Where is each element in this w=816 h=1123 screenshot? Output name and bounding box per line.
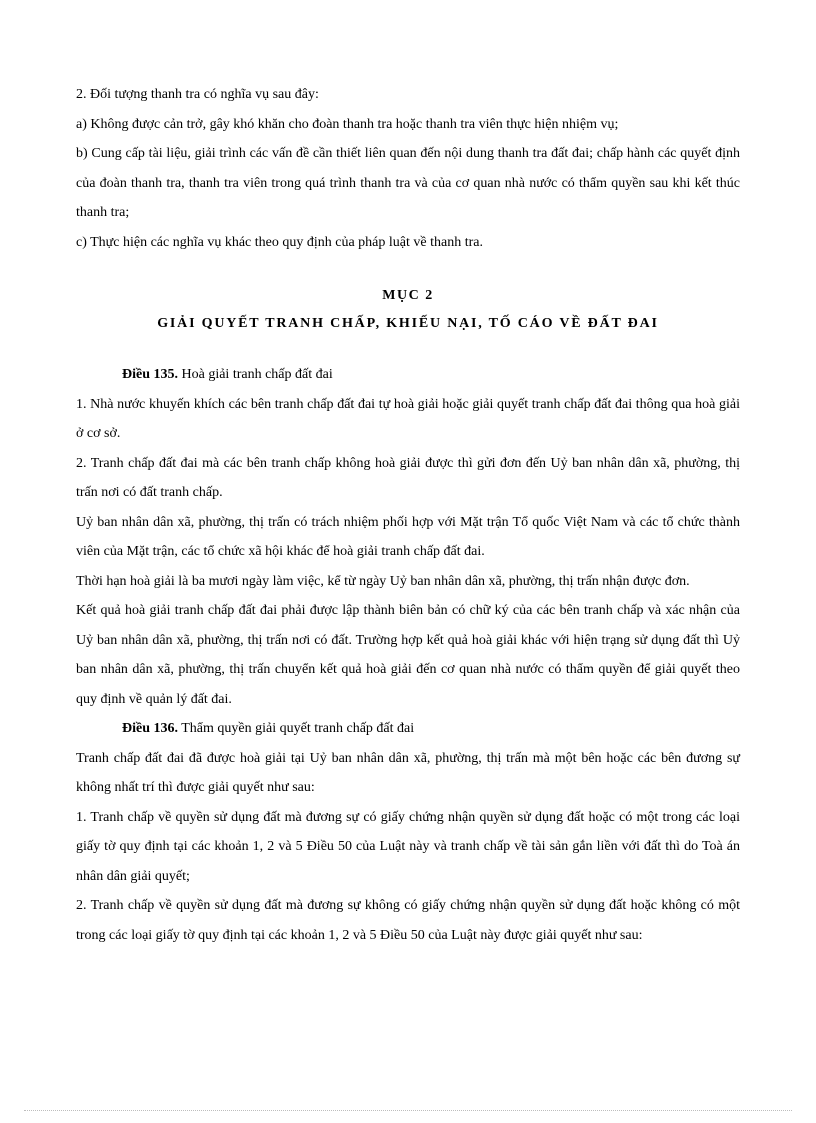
paragraph: 2. Tranh chấp về quyền sử dụng đất mà đương sự không có giấy chứng nhận quyền sử dụng đất hoặc không có một trong các loại giấy tờ quy định tại các khoản 1, 2 và 5 Điều 50 của Luật này được giải quyết như sau: <box>76 898 740 943</box>
article-title: Thẩm quyền giải quyết tranh chấp đất đai <box>181 721 415 736</box>
paragraph: c) Thực hiện các nghĩa vụ khác theo quy định của pháp luật về thanh tra. <box>76 234 483 250</box>
article-heading <box>76 714 740 744</box>
paragraph: Kết quả hoà giải tranh chấp đất đai phải được lập thành biên bản có chữ ký của các bên tranh chấp và xác nhận của Uỷ ban nhân dân xã, phường, thị trấn nơi có đất. Trường hợp kết quả hoà giải khác với hiện trạng sử dụng đất thì Uỷ ban nhân dân xã, phường, thị trấn chuyển kết quả hoà giải đến cơ quan nhà nước có thẩm quyền để giải quyết theo quy định về quản lý đất đai. <box>76 603 740 707</box>
paragraph: Tranh chấp đất đai đã được hoà giải tại Uỷ ban nhân dân xã, phường, thị trấn mà một bên hoặc các bên đương sự không nhất trí thì được giải quyết như sau: <box>76 750 740 795</box>
paragraph: 1. Nhà nước khuyến khích các bên tranh chấp đất đai tự hoà giải hoặc giải quyết tranh chấp đất đai thông qua hoà giải ở cơ sở. <box>76 396 740 441</box>
paragraph: 2. Tranh chấp đất đai mà các bên tranh chấp không hoà giải được thì gửi đơn đến Uỷ ban nhân dân xã, phường, thị trấn nơi có đất tranh chấp. <box>76 455 740 500</box>
section-subtitle: GIẢI QUYẾT TRANH CHẤP, KHIẾU NẠI, TỐ CÁO VỀ ĐẤT ĐAI <box>157 316 659 331</box>
paragraph: b) Cung cấp tài liệu, giải trình các vấn đề cần thiết liên quan đến nội dung thanh tra đất đai; chấp hành các quyết định của đoàn thanh tra, thanh tra viên trong quá trình thanh tra và của cơ quan nhà nước có thẩm quyền sau khi kết thúc thanh tra; <box>76 146 740 220</box>
article-heading <box>76 360 740 390</box>
article-number: Điều 135. <box>122 367 178 382</box>
section-title: MỤC 2 <box>382 288 434 303</box>
paragraph: Uỷ ban nhân dân xã, phường, thị trấn có trách nhiệm phối hợp với Mặt trận Tổ quốc Việt Nam và các tổ chức thành viên của Mặt trận, các tổ chức xã hội khác để hoà giải tranh chấp đất đai. <box>76 514 740 559</box>
document-body <box>76 80 740 950</box>
section-heading <box>76 282 740 338</box>
paragraph: 1. Tranh chấp về quyền sử dụng đất mà đương sự có giấy chứng nhận quyền sử dụng đất hoặc có một trong các loại giấy tờ quy định tại các khoản 1, 2 và 5 Điều 50 của Luật này và tranh chấp về tài sản gắn liền với đất thì do Toà án nhân dân giải quyết; <box>76 809 740 884</box>
paragraph: Thời hạn hoà giải là ba mươi ngày làm việc, kể từ ngày Uỷ ban nhân dân xã, phường, thị trấn nhận được đơn. <box>76 573 690 589</box>
paragraph: 2. Đối tượng thanh tra có nghĩa vụ sau đây: <box>76 87 319 102</box>
page-bottom-divider <box>24 1110 792 1111</box>
article-number: Điều 136. <box>122 721 178 736</box>
article-title: Hoà giải tranh chấp đất đai <box>181 367 333 382</box>
paragraph: a) Không được cản trở, gây khó khăn cho đoàn thanh tra hoặc thanh tra viên thực hiện nhiệm vụ; <box>76 116 619 132</box>
